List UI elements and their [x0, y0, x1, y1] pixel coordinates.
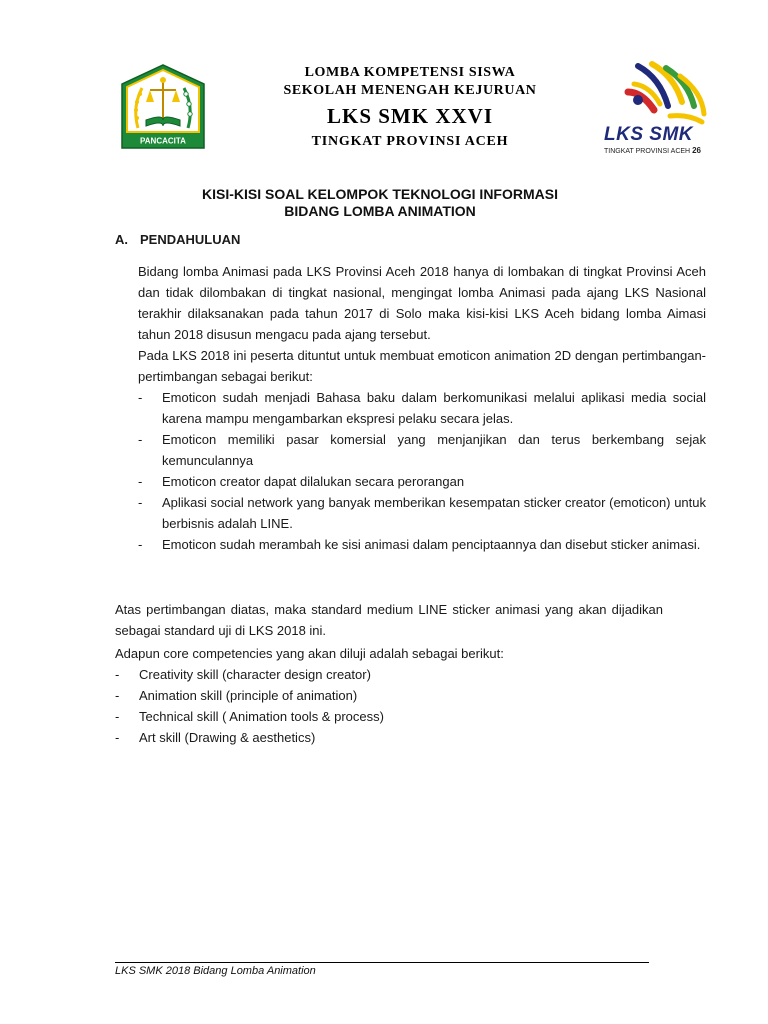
list-dash: -	[138, 495, 143, 510]
considerations-list	[138, 387, 706, 555]
list-item	[138, 534, 706, 555]
list-item-text: Creativity skill (character design creator)	[139, 667, 371, 682]
list-dash: -	[138, 537, 143, 552]
core-competencies-list	[115, 664, 384, 748]
list-item-text: Emoticon memiliki pasar komersial yang menjanjikan dan terus berkembang sejak kemunculannya	[162, 432, 706, 468]
list-item	[115, 706, 384, 727]
document-title-line2: BIDANG LOMBA ANIMATION	[284, 203, 476, 219]
list-item-text: Aplikasi social network yang banyak memberikan kesempatan sticker creator (emoticon) untuk berbisnis adalah LINE.	[162, 495, 706, 531]
list-item-text: Animation skill (principle of animation)	[139, 688, 358, 703]
intro-paragraph: Bidang lomba Animasi pada LKS Provinsi Aceh 2018 hanya di lombakan di tingkat Provinsi Aceh dan tidak dilombakan di tingkat nasional, mengingat lomba Animasi pada ajang LKS Nasional terakhir dilaksanakan pada tahun 2017 di Solo maka kisi-kisi LKS Aceh bidang lomba Aimasi tahun 2018 disusun mengacu pada ajang tersebut.	[138, 264, 706, 342]
list-item	[115, 664, 384, 685]
list-dash: -	[138, 474, 143, 489]
document-title-line1: KISI-KISI SOAL KELOMPOK TEKNOLOGI INFORMASI	[202, 186, 558, 202]
standard-paragraph: Atas pertimbangan diatas, maka standard medium LINE sticker animasi yang akan dijadikan sebagai standard uji di LKS 2018 ini.	[115, 602, 663, 638]
section-title: PENDAHULUAN	[140, 232, 241, 247]
lks-smk-logo-text: LKS SMK	[604, 124, 693, 145]
header-line-competition: LOMBA KOMPETENSI SISWA	[304, 65, 516, 80]
list-dash: -	[138, 390, 143, 405]
list-dash: -	[115, 667, 120, 682]
list-dash: -	[115, 688, 120, 703]
list-item-text: Technical skill ( Animation tools & process)	[139, 709, 384, 724]
list-dash: -	[138, 432, 143, 447]
list-item	[138, 387, 706, 429]
list-item	[138, 429, 706, 471]
core-competencies-intro: Adapun core competencies yang akan diluji adalah sebagai berikut:	[115, 646, 504, 661]
header-titles	[240, 64, 580, 151]
emblem-banner-text: PANCACITA	[140, 136, 186, 146]
header-line-school: SEKOLAH MENENGAH KEJURUAN	[283, 83, 537, 98]
list-item-text: Emoticon sudah merambah ke sisi animasi dalam penciptaannya dan disebut sticker animasi.	[162, 537, 701, 552]
footer-text: LKS SMK 2018 Bidang Lomba Animation	[115, 965, 316, 977]
list-item-text: Art skill (Drawing & aesthetics)	[139, 730, 316, 745]
aceh-emblem-logo	[118, 62, 208, 152]
section-number: A.	[115, 232, 128, 247]
lks-smk-logo-number: 26	[692, 146, 701, 155]
lks-smk-logo-sub-text: TINGKAT PROVINSI ACEH	[604, 148, 691, 155]
list-item-text: Emoticon sudah menjadi Bahasa baku dalam berkomunikasi melalui aplikasi media social karena mampu mengambarkan ekspresi pelaku secara jelas.	[162, 390, 706, 426]
header-line-event: LKS SMK XXVI	[326, 104, 494, 128]
list-item	[138, 492, 706, 534]
header-line-level: TINGKAT PROVINSI ACEH	[311, 134, 509, 149]
list-dash: -	[115, 730, 120, 745]
footer-divider	[115, 962, 649, 963]
list-item	[115, 727, 384, 748]
document-title	[130, 186, 630, 220]
list-dash: -	[115, 709, 120, 724]
considerations-paragraph: Pada LKS 2018 ini peserta dituntut untuk membuat emoticon animation 2D dengan pertimbangan-pertimbangan sebagai berikut:	[138, 348, 706, 384]
section-a-heading	[115, 232, 240, 247]
lks-smk-logo-subtitle	[604, 146, 701, 155]
list-item-text: Emoticon creator dapat dilalukan secara perorangan	[162, 474, 465, 489]
list-item	[115, 685, 384, 706]
list-item	[138, 471, 706, 492]
